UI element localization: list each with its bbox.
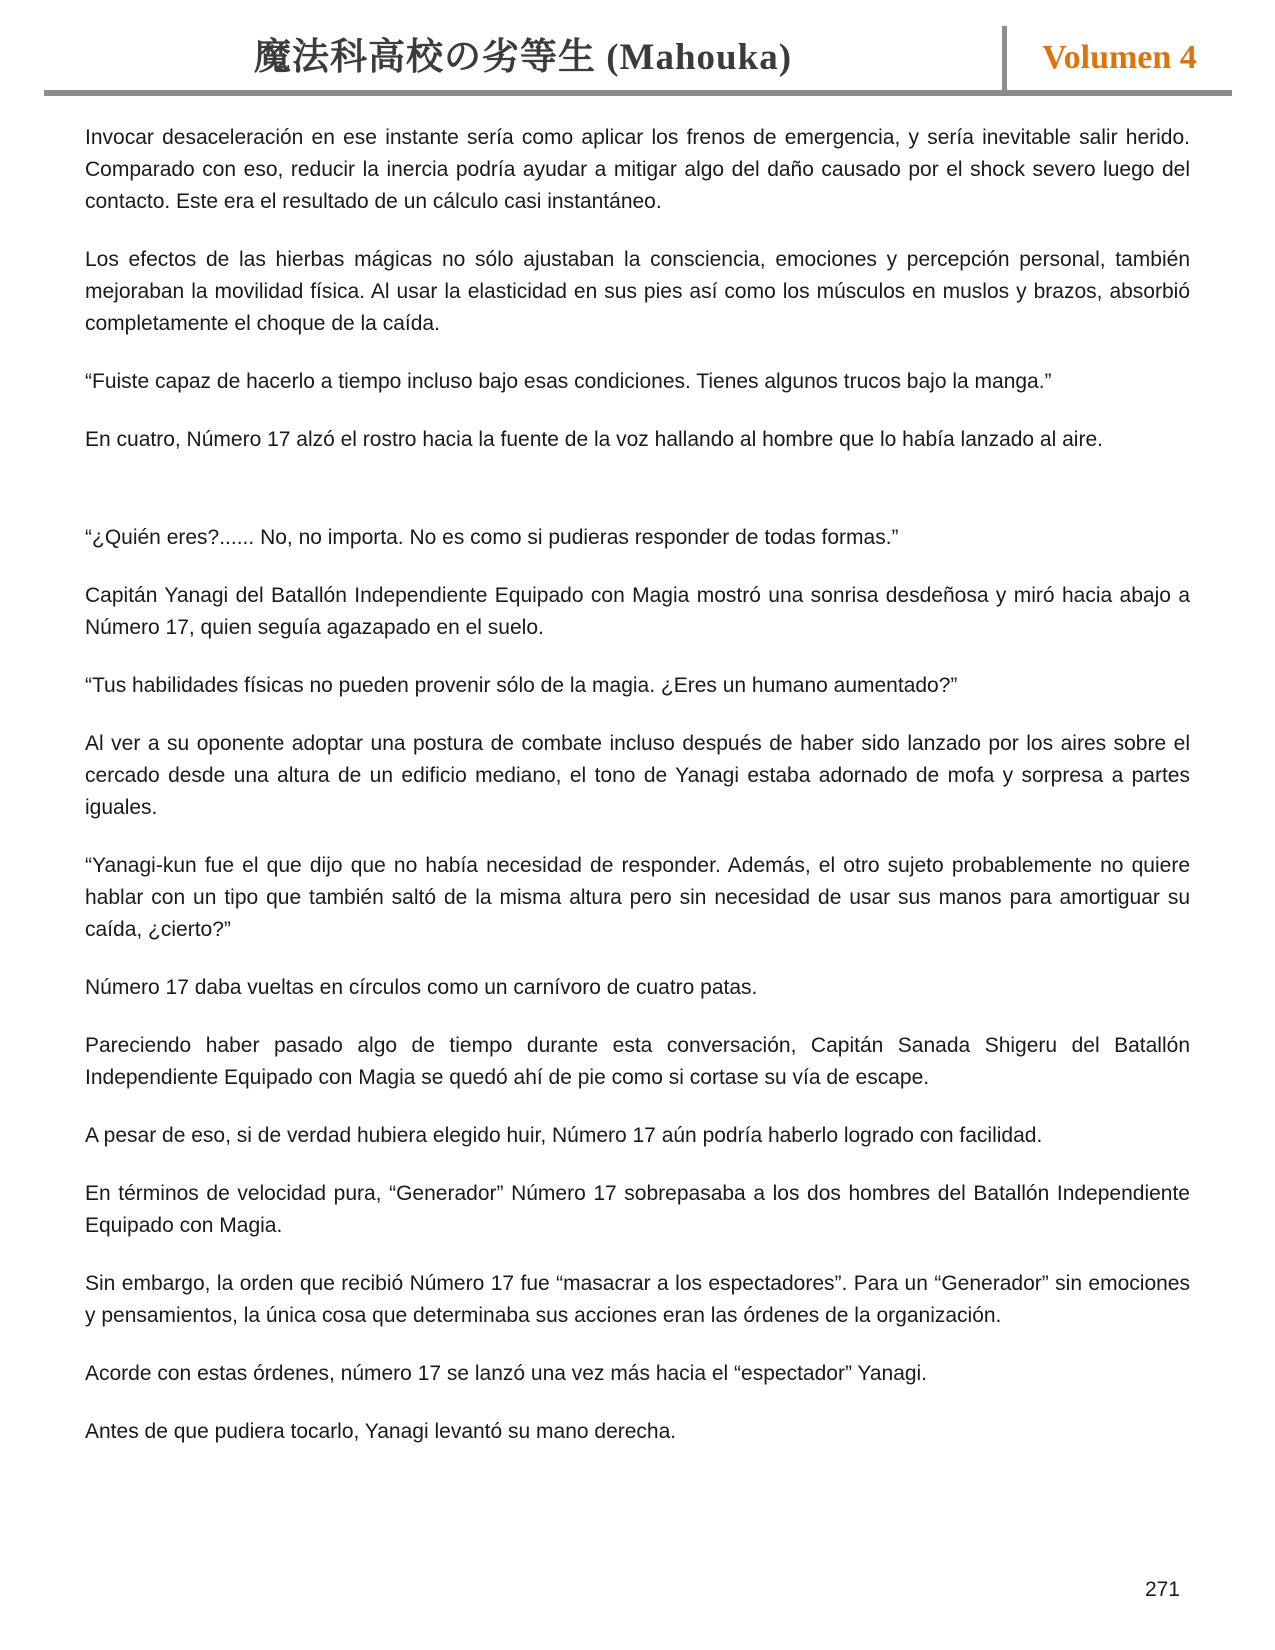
page-header <box>0 0 1275 96</box>
page-title: 魔法科高校の劣等生 (Mahouka) <box>253 37 793 78</box>
paragraph: Capitán Yanagi del Batallón Independiente Equipado con Magia mostró una sonrisa desdeñosa y miró hacia abajo a Número 17, quien seguía agazapado en el suelo. <box>85 584 1190 639</box>
header-rule <box>44 90 1232 96</box>
paragraph: A pesar de eso, si de verdad hubiera elegido huir, Número 17 aún podría haberlo logrado con facilidad. <box>85 1124 1043 1147</box>
paragraph: Antes de que pudiera tocarlo, Yanagi levantó su mano derecha. <box>85 1420 677 1443</box>
paragraph: En términos de velocidad pura, “Generador” Número 17 sobrepasaba a los dos hombres del Batallón Independiente Equipado con Magia. <box>85 1182 1190 1237</box>
paragraph: En cuatro, Número 17 alzó el rostro hacia la fuente de la voz hallando al hombre que lo había lanzado al aire. <box>85 428 1103 451</box>
paragraph: Acorde con estas órdenes, número 17 se lanzó una vez más hacia el “espectador” Yanagi. <box>85 1362 928 1385</box>
paragraph: Número 17 daba vueltas en círculos como un carnívoro de cuatro patas. <box>85 976 758 999</box>
header-row <box>44 26 1232 90</box>
paragraph: “Tus habilidades físicas no pueden provenir sólo de la magia. ¿Eres un humano aumentado?” <box>85 674 958 697</box>
paragraph: “Yanagi-kun fue el que dijo que no había necesidad de responder. Además, el otro sujeto probablemente no quiere hablar con un tipo que también saltó de la misma altura pero sin necesidad de usar sus manos para amortiguar su caída, ¿cierto?” <box>85 854 1190 941</box>
paragraph-list <box>85 122 1190 1448</box>
paragraph: Pareciendo haber pasado algo de tiempo durante esta conversación, Capitán Sanada Shigeru del Batallón Independiente Equipado con Magia se quedó ahí de pie como si cortase su vía de escape. <box>85 1034 1190 1089</box>
paragraph: Sin embargo, la orden que recibió Número 17 fue “masacrar a los espectadores”. Para un “Generador” sin emociones y pensamientos, la única cosa que determinaba sus acciones eran las órdenes de la organización. <box>85 1272 1190 1327</box>
volume-label: Volumen 4 <box>1042 39 1197 76</box>
paragraph: Invocar desaceleración en ese instante sería como aplicar los frenos de emergencia, y sería inevitable salir herido. Comparado con eso, reducir la inercia podría ayudar a mitigar algo del daño causado por el shock severo luego del contacto. Este era el resultado de un cálculo casi instantáneo. <box>85 126 1190 213</box>
paragraph: “¿Quién eres?...... No, no importa. No es como si pudieras responder de todas formas.” <box>85 526 899 549</box>
page-number: 271 <box>1144 1578 1180 1601</box>
paragraph: Al ver a su oponente adoptar una postura de combate incluso después de haber sido lanzado por los aires sobre el cercado desde una altura de un edificio mediano, el tono de Yanagi estaba adornado de mofa y sorpresa a partes iguales. <box>85 732 1190 819</box>
paragraph: Los efectos de las hierbas mágicas no sólo ajustaban la consciencia, emociones y percepción personal, también mejoraban la movilidad física. Al usar la elasticidad en sus pies así como los músculos en muslos y brazos, absorbió completamente el choque de la caída. <box>85 248 1190 335</box>
paragraph: “Fuiste capaz de hacerlo a tiempo incluso bajo esas condiciones. Tienes algunos trucos bajo la manga.” <box>85 370 1052 393</box>
